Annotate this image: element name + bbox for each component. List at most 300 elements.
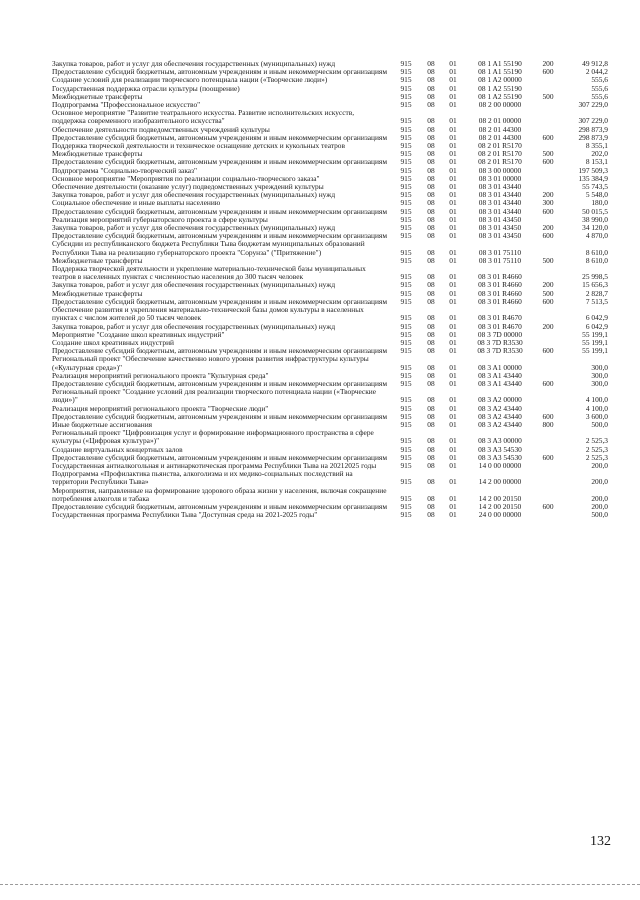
section-code: 08 [427,436,435,446]
amount: 307 229,0 [578,100,608,110]
subsection-code: 01 [449,501,457,511]
table-row [52,240,608,256]
target-article-code: 08 1 A2 55190 [478,83,522,93]
expense-type-code: 600 [542,378,554,388]
admin-code: 915 [400,67,412,77]
amount: 500,0 [591,419,608,429]
admin-code: 915 [400,411,412,421]
subsection-code: 01 [449,247,457,257]
target-article-code: 08 3 01 43440 [478,206,522,216]
admin-code: 915 [400,173,412,183]
table-row [52,388,608,404]
row-name: Реализация мероприятий губернаторского проекта в сфере культуры [52,214,268,224]
amount: 4 100,0 [585,395,608,405]
table-row [52,265,608,281]
expense-type-code: 200 [542,280,554,290]
admin-code: 915 [400,444,412,454]
table-row [52,429,608,445]
target-article-code: 08 3 A2 43440 [478,411,522,421]
admin-code: 915 [400,206,412,216]
admin-code: 915 [400,116,412,126]
row-name: Подпрограмма "Профессиональное искусство" [52,100,201,110]
section-code: 08 [427,149,435,159]
admin-code: 915 [400,288,412,298]
amount: 49 912,8 [582,59,608,68]
subsection-code: 01 [449,91,457,101]
amount: 50 015,5 [582,206,608,216]
subsection-code: 01 [449,329,457,339]
admin-code: 915 [400,329,412,339]
row-name: Межбюджетные трансферты [52,149,143,159]
target-article-code: 08 3 7D R3530 [477,346,523,356]
subsection-code: 01 [449,116,457,126]
amount: 25 998,5 [582,272,608,282]
target-article-code: 14 2 00 20150 [478,501,522,511]
section-code: 08 [427,378,435,388]
subsection-code: 01 [449,493,457,503]
subsection-code: 01 [449,67,457,77]
target-article-code: 08 3 A1 43440 [478,378,522,388]
row-name: Региональный проект "Создание условий для реализации творческого потенциала нации («Творческие люди»)" [52,387,377,405]
subsection-code: 01 [449,452,457,462]
target-article-code: 08 3 01 75110 [478,255,522,265]
admin-code: 915 [400,190,412,200]
scan-edge-line [0,884,640,885]
expense-type-code: 200 [542,59,554,68]
row-name: Предоставление субсидий бюджетным, автономным учреждениям и иным некоммерческим организациям [52,231,388,241]
admin-code: 915 [400,460,412,470]
amount: 8 610,0 [585,255,608,265]
target-article-code: 08 2 01 00000 [478,116,522,126]
target-article-code: 08 2 01 44300 [478,132,522,142]
admin-code: 915 [400,362,412,372]
section-code: 08 [427,141,435,151]
amount: 8 610,0 [585,247,608,257]
subsection-code: 01 [449,165,457,175]
target-article-code: 14 0 00 00000 [478,460,522,470]
section-code: 08 [427,346,435,356]
target-article-code: 08 3 01 R4660 [478,272,522,282]
target-article-code: 08 3 A2 43440 [478,419,522,429]
section-code: 08 [427,59,435,68]
row-name: Предоставление субсидий бюджетным, автономным учреждениям и иным некоммерческим организациям [52,296,388,306]
row-name: Мероприятие "Создание школ креативных индустрий" [52,329,225,339]
amount: 300,0 [591,370,608,380]
row-name: Основное мероприятие "Развитие театрального искусства. Развитие исполнительских искусств, поддержка современного изобразительного искусства" [52,108,355,126]
admin-code: 915 [400,247,412,257]
subsection-code: 01 [449,100,457,110]
section-code: 08 [427,214,435,224]
row-name: Предоставление субсидий бюджетным, автономным учреждениям и иным некоммерческим организациям [52,67,388,77]
amount: 15 656,3 [582,280,608,290]
subsection-code: 01 [449,198,457,208]
target-article-code: 08 3 01 43450 [478,231,522,241]
row-name: Подпрограмма "Социально-творческий заказ" [52,165,198,175]
amount: 307 229,0 [578,116,608,126]
amount: 2 525,3 [585,452,608,462]
subsection-code: 01 [449,378,457,388]
amount: 55 199,1 [582,346,608,356]
expense-type-code: 200 [542,223,554,233]
target-article-code: 08 3 A1 43440 [478,370,522,380]
admin-code: 915 [400,436,412,446]
admin-code: 915 [400,124,412,134]
target-article-code: 08 1 A2 00000 [478,75,522,85]
section-code: 08 [427,313,435,323]
amount: 2 828,7 [585,288,608,298]
amount: 200,0 [591,493,608,503]
subsection-code: 01 [449,182,457,192]
target-article-code: 08 3 01 R4660 [478,280,522,290]
expense-type-code: 500 [542,255,554,265]
section-code: 08 [427,501,435,511]
subsection-code: 01 [449,173,457,183]
section-code: 08 [427,329,435,339]
admin-code: 915 [400,141,412,151]
admin-code: 915 [400,296,412,306]
section-code: 08 [427,296,435,306]
expense-type-code: 500 [542,149,554,159]
amount: 298 873,9 [578,132,608,142]
admin-code: 915 [400,272,412,282]
row-name: Предоставление субсидий бюджетным, автономным учреждениям и иным некоммерческим организациям [52,132,388,142]
subsection-code: 01 [449,419,457,429]
subsection-code: 01 [449,231,457,241]
table-row [52,306,608,322]
admin-code: 915 [400,452,412,462]
row-name: Закупка товаров, работ и услуг для обеспечения государственных (муниципальных) нужд [52,280,336,290]
section-code: 08 [427,231,435,241]
target-article-code: 08 3 01 R4670 [478,321,522,331]
section-code: 08 [427,280,435,290]
subsection-code: 01 [449,362,457,372]
admin-code: 915 [400,149,412,159]
amount: 34 120,0 [582,223,608,233]
row-name: Межбюджетные трансферты [52,288,143,298]
target-article-code: 08 3 01 R4670 [478,313,522,323]
row-name: Обеспечение деятельности (оказание услуг) подведомственных учреждений культуры [52,182,324,192]
target-article-code: 08 3 01 43440 [478,190,522,200]
row-name: Межбюджетные трансферты [52,91,143,101]
subsection-code: 01 [449,296,457,306]
section-code: 08 [427,132,435,142]
row-name: Предоставление субсидий бюджетным, автономным учреждениям и иным некоммерческим организациям [52,378,388,388]
expense-type-code: 200 [542,190,554,200]
admin-code: 915 [400,395,412,405]
subsection-code: 01 [449,141,457,151]
subsection-code: 01 [449,346,457,356]
admin-code: 915 [400,132,412,142]
section-code: 08 [427,362,435,372]
row-name: Предоставление субсидий бюджетным, автономным учреждениям и иным некоммерческим организациям [52,157,388,167]
section-code: 08 [427,321,435,331]
section-code: 08 [427,75,435,85]
admin-code: 915 [400,157,412,167]
expense-type-code: 600 [542,501,554,511]
amount: 4 870,0 [585,231,608,241]
amount: 2 525,3 [585,444,608,454]
amount: 38 990,0 [582,214,608,224]
target-article-code: 08 3 A3 00000 [478,436,522,446]
amount: 135 384,9 [578,173,608,183]
target-article-code: 08 1 A1 55190 [478,67,522,77]
section-code: 08 [427,493,435,503]
section-code: 08 [427,419,435,429]
row-name: Государственная поддержка отрасли культуры (поощрение) [52,83,240,93]
expense-type-code: 300 [542,198,554,208]
subsection-code: 01 [449,223,457,233]
section-code: 08 [427,411,435,421]
row-name: Основное мероприятие "Мероприятия по реализации социально-творческого заказа" [52,173,320,183]
admin-code: 915 [400,59,412,68]
admin-code: 915 [400,255,412,265]
section-code: 08 [427,460,435,470]
subsection-code: 01 [449,157,457,167]
subsection-code: 01 [449,288,457,298]
row-name: Предоставление субсидий бюджетным, автономным учреждениям и иным некоммерческим организациям [52,206,388,216]
admin-code: 915 [400,83,412,93]
section-code: 08 [427,206,435,216]
subsection-code: 01 [449,214,457,224]
subsection-code: 01 [449,255,457,265]
row-name: Региональный проект "Цифровизация услуг и формирование информационного пространства в сфере культуры («Цифровая культура»)" [52,428,374,446]
amount: 555,6 [591,91,608,101]
admin-code: 915 [400,510,412,520]
admin-code: 915 [400,321,412,331]
expense-type-code: 600 [542,206,554,216]
target-article-code: 08 2 01 R5170 [478,149,522,159]
admin-code: 915 [400,493,412,503]
section-code: 08 [427,91,435,101]
amount: 2 044,2 [585,67,608,77]
row-name: Субсидии из республиканского бюджета Республики Тыва бюджетам муниципальных образований Республики Тыва на реализацию губернаторского проекта "Сорунза" ("Притяжение") [52,239,365,257]
page-number: 132 [590,834,611,849]
row-name: Предоставление субсидий бюджетным, автономным учреждениям и иным некоммерческим организациям [52,501,388,511]
row-name: Межбюджетные трансферты [52,255,143,265]
subsection-code: 01 [449,75,457,85]
section-code: 08 [427,67,435,77]
section-code: 08 [427,223,435,233]
target-article-code: 08 3 A1 00000 [478,362,522,372]
amount: 180,0 [591,198,608,208]
section-code: 08 [427,444,435,454]
row-name: Закупка товаров, работ и услуг для обеспечения государственных (муниципальных) нужд [52,223,336,233]
admin-code: 915 [400,378,412,388]
row-name: Реализация мероприятий регионального проекта "Творческие люди" [52,403,269,413]
target-article-code: 08 3 A3 54530 [478,452,522,462]
section-code: 08 [427,288,435,298]
amount: 7 513,5 [585,296,608,306]
amount: 2 525,3 [585,436,608,446]
target-article-code: 08 3 7D R3530 [477,337,523,347]
amount: 55 199,1 [582,329,608,339]
table-row [52,355,608,371]
expense-type-code: 500 [542,288,554,298]
target-article-code: 14 2 00 00000 [478,477,522,487]
section-code: 08 [427,116,435,126]
target-article-code: 24 0 00 00000 [478,510,522,520]
target-article-code: 08 2 01 R5170 [478,157,522,167]
row-name: Обеспечение деятельности подведомственных учреждений культуры [52,124,270,134]
section-code: 08 [427,272,435,282]
section-code: 08 [427,83,435,93]
row-name: Закупка товаров, работ и услуг для обеспечения государственных (муниципальных) нужд [52,190,336,200]
subsection-code: 01 [449,444,457,454]
row-name: Предоставление субсидий бюджетным, автономным учреждениям и иным некоммерческим организациям [52,411,388,421]
admin-code: 915 [400,477,412,487]
row-name: Создание условий для реализации творческого потенциала нации («Творческие люди») [52,75,328,85]
admin-code: 915 [400,231,412,241]
row-name: Иные бюджетные ассигнования [52,419,153,429]
target-article-code: 08 3 A3 54530 [478,444,522,454]
subsection-code: 01 [449,272,457,282]
amount: 55 199,1 [582,337,608,347]
table-row [52,487,608,503]
row-name: Закупка товаров, работ и услуг для обеспечения государственных (муниципальных) нужд [52,321,336,331]
subsection-code: 01 [449,124,457,134]
target-article-code: 08 3 01 43450 [478,223,522,233]
section-code: 08 [427,198,435,208]
row-name: Реализация мероприятий регионального проекта "Культурная среда" [52,370,269,380]
target-article-code: 08 2 01 R5170 [478,141,522,151]
expense-type-code: 600 [542,157,554,167]
expense-type-code: 600 [542,296,554,306]
admin-code: 915 [400,100,412,110]
admin-code: 915 [400,223,412,233]
expense-type-code: 600 [542,346,554,356]
section-code: 08 [427,182,435,192]
table-row [52,470,608,486]
admin-code: 915 [400,198,412,208]
subsection-code: 01 [449,321,457,331]
amount: 6 042,9 [585,313,608,323]
expense-type-code: 600 [542,231,554,241]
section-code: 08 [427,124,435,134]
expense-type-code: 500 [542,91,554,101]
target-article-code: 08 3 A2 43440 [478,403,522,413]
row-name: Поддержка творческой деятельности и укрепление материально-технической базы муниципальных театров в населенных пунктах с численностью населения до 300 тысяч человек [52,264,366,282]
admin-code: 915 [400,75,412,85]
amount: 5 548,0 [585,190,608,200]
admin-code: 915 [400,313,412,323]
subsection-code: 01 [449,477,457,487]
amount: 555,6 [591,83,608,93]
expense-type-code: 600 [542,132,554,142]
amount: 300,0 [591,362,608,372]
target-article-code: 08 3 7D 00000 [477,329,523,339]
amount: 298 873,9 [578,124,608,134]
table-row [52,511,608,519]
target-article-code: 08 3 01 75110 [478,247,522,257]
table-row [52,109,608,125]
subsection-code: 01 [449,403,457,413]
section-code: 08 [427,452,435,462]
section-code: 08 [427,190,435,200]
section-code: 08 [427,165,435,175]
section-code: 08 [427,247,435,257]
subsection-code: 01 [449,460,457,470]
expense-type-code: 600 [542,452,554,462]
row-name: Создание школ креативных индустрий [52,337,174,347]
amount: 200,0 [591,501,608,511]
section-code: 08 [427,477,435,487]
target-article-code: 08 1 A2 55190 [478,91,522,101]
target-article-code: 08 3 01 43440 [478,198,522,208]
target-article-code: 08 3 01 43440 [478,182,522,192]
target-article-code: 14 2 00 20150 [478,493,522,503]
target-article-code: 08 3 01 43450 [478,214,522,224]
subsection-code: 01 [449,280,457,290]
subsection-code: 01 [449,436,457,446]
section-code: 08 [427,100,435,110]
admin-code: 915 [400,337,412,347]
amount: 8 355,1 [585,141,608,151]
admin-code: 915 [400,280,412,290]
amount: 197 509,3 [578,165,608,175]
row-name: Поддержка творческой деятельности и техническое оснащение детских и кукольных театров [52,141,345,151]
section-code: 08 [427,157,435,167]
admin-code: 915 [400,346,412,356]
admin-code: 915 [400,403,412,413]
subsection-code: 01 [449,149,457,159]
amount: 200,0 [591,477,608,487]
section-code: 08 [427,403,435,413]
subsection-code: 01 [449,370,457,380]
target-article-code: 08 3 01 R4660 [478,296,522,306]
subsection-code: 01 [449,395,457,405]
amount: 3 600,0 [585,411,608,421]
row-name: Подпрограмма «Профилактика пьянства, алкоголизма и их медико-социальных последствий на территории Республики Тыва» [52,469,353,487]
amount: 500,0 [591,510,608,520]
target-article-code: 08 2 01 44300 [478,124,522,134]
row-name: Предоставление субсидий бюджетным, автономным учреждениям и иным некоммерческим организациям [52,452,388,462]
row-name: Государственная антиалкогольная и антинаркотическая программа Республики Тыва на 20212025 годы [52,460,377,470]
target-article-code: 08 1 A1 55190 [478,59,522,68]
target-article-code: 08 3 01 00000 [478,173,522,183]
target-article-code: 08 3 00 00000 [478,165,522,175]
admin-code: 915 [400,501,412,511]
target-article-code: 08 2 00 00000 [478,100,522,110]
expense-type-code: 600 [542,67,554,77]
expense-type-code: 600 [542,411,554,421]
subsection-code: 01 [449,313,457,323]
subsection-code: 01 [449,510,457,520]
subsection-code: 01 [449,337,457,347]
amount: 300,0 [591,378,608,388]
amount: 55 743,5 [582,182,608,192]
row-name: Предоставление субсидий бюджетным, автономным учреждениям и иным некоммерческим организациям [52,346,388,356]
row-name: Государственная программа Республики Тыва "Доступная среда на 2021-2025 годы" [52,510,318,520]
target-article-code: 08 3 01 R4660 [478,288,522,298]
section-code: 08 [427,173,435,183]
subsection-code: 01 [449,411,457,421]
row-name: Региональный проект "Обеспечение качественно нового уровня развития инфраструктуры культуры («Культурная среда»)" [52,354,369,372]
section-code: 08 [427,337,435,347]
subsection-code: 01 [449,59,457,68]
target-article-code: 08 3 A2 00000 [478,395,522,405]
row-name: Закупка товаров, работ и услуг для обеспечения государственных (муниципальных) нужд [52,59,336,68]
row-name: Социальное обеспечение и иные выплаты населению [52,198,221,208]
admin-code: 915 [400,419,412,429]
admin-code: 915 [400,165,412,175]
section-code: 08 [427,255,435,265]
amount: 4 100,0 [585,403,608,413]
budget-table [52,60,608,519]
subsection-code: 01 [449,83,457,93]
admin-code: 915 [400,370,412,380]
expense-type-code: 800 [542,419,554,429]
row-name: Создание виртуальных концертных залов [52,444,183,454]
